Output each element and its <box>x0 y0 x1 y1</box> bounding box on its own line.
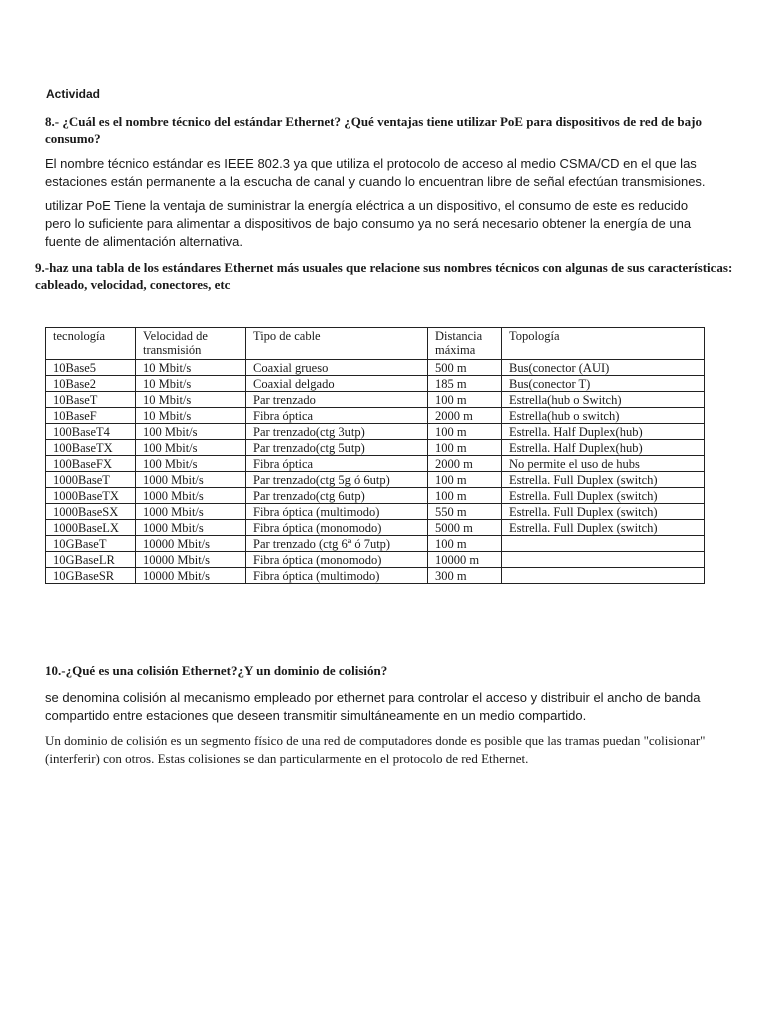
cell-cable-type: Fibra óptica <box>246 408 428 424</box>
cell-cable-type: Fibra óptica (monomodo) <box>246 520 428 536</box>
cell-topology: Estrella(hub o switch) <box>502 408 705 424</box>
cell-topology: Estrella. Full Duplex (switch) <box>502 472 705 488</box>
cell-technology: 1000BaseTX <box>46 488 136 504</box>
cell-technology: 10Base2 <box>46 376 136 392</box>
question-9: 9.-haz una tabla de los estándares Ethernet más usuales que relacione sus nombres técnicos con algunas de sus características: cableado, velocidad, conectores, etc <box>35 260 733 292</box>
cell-technology: 10BaseT <box>46 392 136 408</box>
cell-cable-type: Par trenzado(ctg 6utp) <box>246 488 428 504</box>
ethernet-standards-table-container <box>45 327 705 584</box>
table-row <box>46 568 705 584</box>
cell-topology: Estrella. Full Duplex (switch) <box>502 488 705 504</box>
cell-cable-type: Par trenzado <box>246 392 428 408</box>
cell-cable-type: Par trenzado (ctg 6ª ó 7utp) <box>246 536 428 552</box>
cell-cable-type: Fibra óptica (multimodo) <box>246 568 428 584</box>
cell-cable-type: Par trenzado(ctg 5g ó 6utp) <box>246 472 428 488</box>
cell-speed: 10 Mbit/s <box>136 408 246 424</box>
cell-max-distance: 10000 m <box>428 552 502 568</box>
cell-max-distance: 2000 m <box>428 408 502 424</box>
table-row <box>46 520 705 536</box>
table-row <box>46 408 705 424</box>
table-row <box>46 376 705 392</box>
cell-max-distance: 2000 m <box>428 456 502 472</box>
cell-speed: 1000 Mbit/s <box>136 488 246 504</box>
cell-technology: 10Base5 <box>46 360 136 376</box>
ethernet-standards-table <box>45 327 705 584</box>
page-title: Actividad <box>46 87 101 101</box>
table-row <box>46 472 705 488</box>
cell-max-distance: 100 m <box>428 424 502 440</box>
table-row <box>46 504 705 520</box>
cell-speed: 10 Mbit/s <box>136 392 246 408</box>
cell-speed: 10000 Mbit/s <box>136 568 246 584</box>
cell-speed: 1000 Mbit/s <box>136 472 246 488</box>
cell-technology: 100BaseTX <box>46 440 136 456</box>
cell-topology: Bus(conector T) <box>502 376 705 392</box>
cell-max-distance: 300 m <box>428 568 502 584</box>
cell-max-distance: 100 m <box>428 472 502 488</box>
cell-technology: 1000BaseLX <box>46 520 136 536</box>
cell-topology: No permite el uso de hubs <box>502 456 705 472</box>
question-8: 8.- ¿Cuál es el nombre técnico del estándar Ethernet? ¿Qué ventajas tiene utilizar PoE para dispositivos de red de bajo consumo? <box>45 114 702 146</box>
header-speed: Velocidad de transmisión <box>136 328 246 360</box>
cell-technology: 1000BaseSX <box>46 504 136 520</box>
cell-topology: Estrella. Half Duplex(hub) <box>502 440 705 456</box>
cell-topology <box>502 568 705 584</box>
cell-technology: 10GBaseLR <box>46 552 136 568</box>
table-row <box>46 424 705 440</box>
cell-speed: 10 Mbit/s <box>136 360 246 376</box>
cell-max-distance: 100 m <box>428 536 502 552</box>
table-row <box>46 552 705 568</box>
cell-cable-type: Fibra óptica <box>246 456 428 472</box>
cell-speed: 10 Mbit/s <box>136 376 246 392</box>
question-10: 10.-¿Qué es una colisión Ethernet?¿Y un dominio de colisión? <box>45 663 388 678</box>
cell-max-distance: 500 m <box>428 360 502 376</box>
cell-topology: Estrella(hub o Switch) <box>502 392 705 408</box>
table-body <box>46 360 705 584</box>
table-row <box>46 440 705 456</box>
cell-technology: 1000BaseT <box>46 472 136 488</box>
header-cable-type: Tipo de cable <box>246 328 428 360</box>
cell-topology: Estrella. Full Duplex (switch) <box>502 520 705 536</box>
cell-cable-type: Fibra óptica (multimodo) <box>246 504 428 520</box>
cell-cable-type: Fibra óptica (monomodo) <box>246 552 428 568</box>
cell-topology <box>502 536 705 552</box>
cell-speed: 100 Mbit/s <box>136 440 246 456</box>
cell-cable-type: Coaxial grueso <box>246 360 428 376</box>
cell-topology: Estrella. Half Duplex(hub) <box>502 424 705 440</box>
table-row <box>46 392 705 408</box>
cell-technology: 100BaseT4 <box>46 424 136 440</box>
table-header-row <box>46 328 705 360</box>
header-topology: Topología <box>502 328 705 360</box>
cell-speed: 1000 Mbit/s <box>136 520 246 536</box>
cell-max-distance: 550 m <box>428 504 502 520</box>
cell-speed: 10000 Mbit/s <box>136 536 246 552</box>
cell-max-distance: 100 m <box>428 488 502 504</box>
cell-topology: Estrella. Full Duplex (switch) <box>502 504 705 520</box>
cell-topology: Bus(conector (AUI) <box>502 360 705 376</box>
table-row <box>46 456 705 472</box>
answer-8-paragraph-2: utilizar PoE Tiene la ventaja de suministrar la energía eléctrica a un dispositivo, el consumo de este es reducido pero lo suficiente para alimentar a dispositivos de bajo consumo ya no será necesario obtener la energía de una fuente de alimentación alternativa. <box>45 198 692 249</box>
cell-max-distance: 100 m <box>428 392 502 408</box>
cell-speed: 100 Mbit/s <box>136 424 246 440</box>
cell-technology: 10GBaseSR <box>46 568 136 584</box>
answer-8-paragraph-1: El nombre técnico estándar es IEEE 802.3 ya que utiliza el protocolo de acceso al medio CSMA/CD en el que las estaciones están permanente a la escucha de canal y cuando lo encuentran libre de señal efectúan transmisiones. <box>45 156 706 189</box>
cell-speed: 1000 Mbit/s <box>136 504 246 520</box>
cell-max-distance: 185 m <box>428 376 502 392</box>
cell-max-distance: 5000 m <box>428 520 502 536</box>
cell-technology: 100BaseFX <box>46 456 136 472</box>
cell-cable-type: Coaxial delgado <box>246 376 428 392</box>
cell-technology: 10BaseF <box>46 408 136 424</box>
cell-topology <box>502 552 705 568</box>
cell-cable-type: Par trenzado(ctg 5utp) <box>246 440 428 456</box>
table-row <box>46 488 705 504</box>
header-technology: tecnología <box>46 328 136 360</box>
cell-speed: 100 Mbit/s <box>136 456 246 472</box>
header-max-distance: Distancia máxima <box>428 328 502 360</box>
table-row <box>46 360 705 376</box>
table-row <box>46 536 705 552</box>
answer-10-paragraph-2: Un dominio de colisión es un segmento físico de una red de computadores donde es posible que las tramas puedan "colisionar" (interferir) con otros. Estas colisiones se dan particularmente en el protocolo de red Ethernet. <box>45 733 706 766</box>
answer-10-paragraph-1: se denomina colisión al mecanismo empleado por ethernet para controlar el acceso y distribuir el ancho de banda compartido entre estaciones que deseen transmitir simultáneamente en un medio compartido. <box>45 690 701 723</box>
cell-max-distance: 100 m <box>428 440 502 456</box>
cell-speed: 10000 Mbit/s <box>136 552 246 568</box>
cell-technology: 10GBaseT <box>46 536 136 552</box>
cell-cable-type: Par trenzado(ctg 3utp) <box>246 424 428 440</box>
